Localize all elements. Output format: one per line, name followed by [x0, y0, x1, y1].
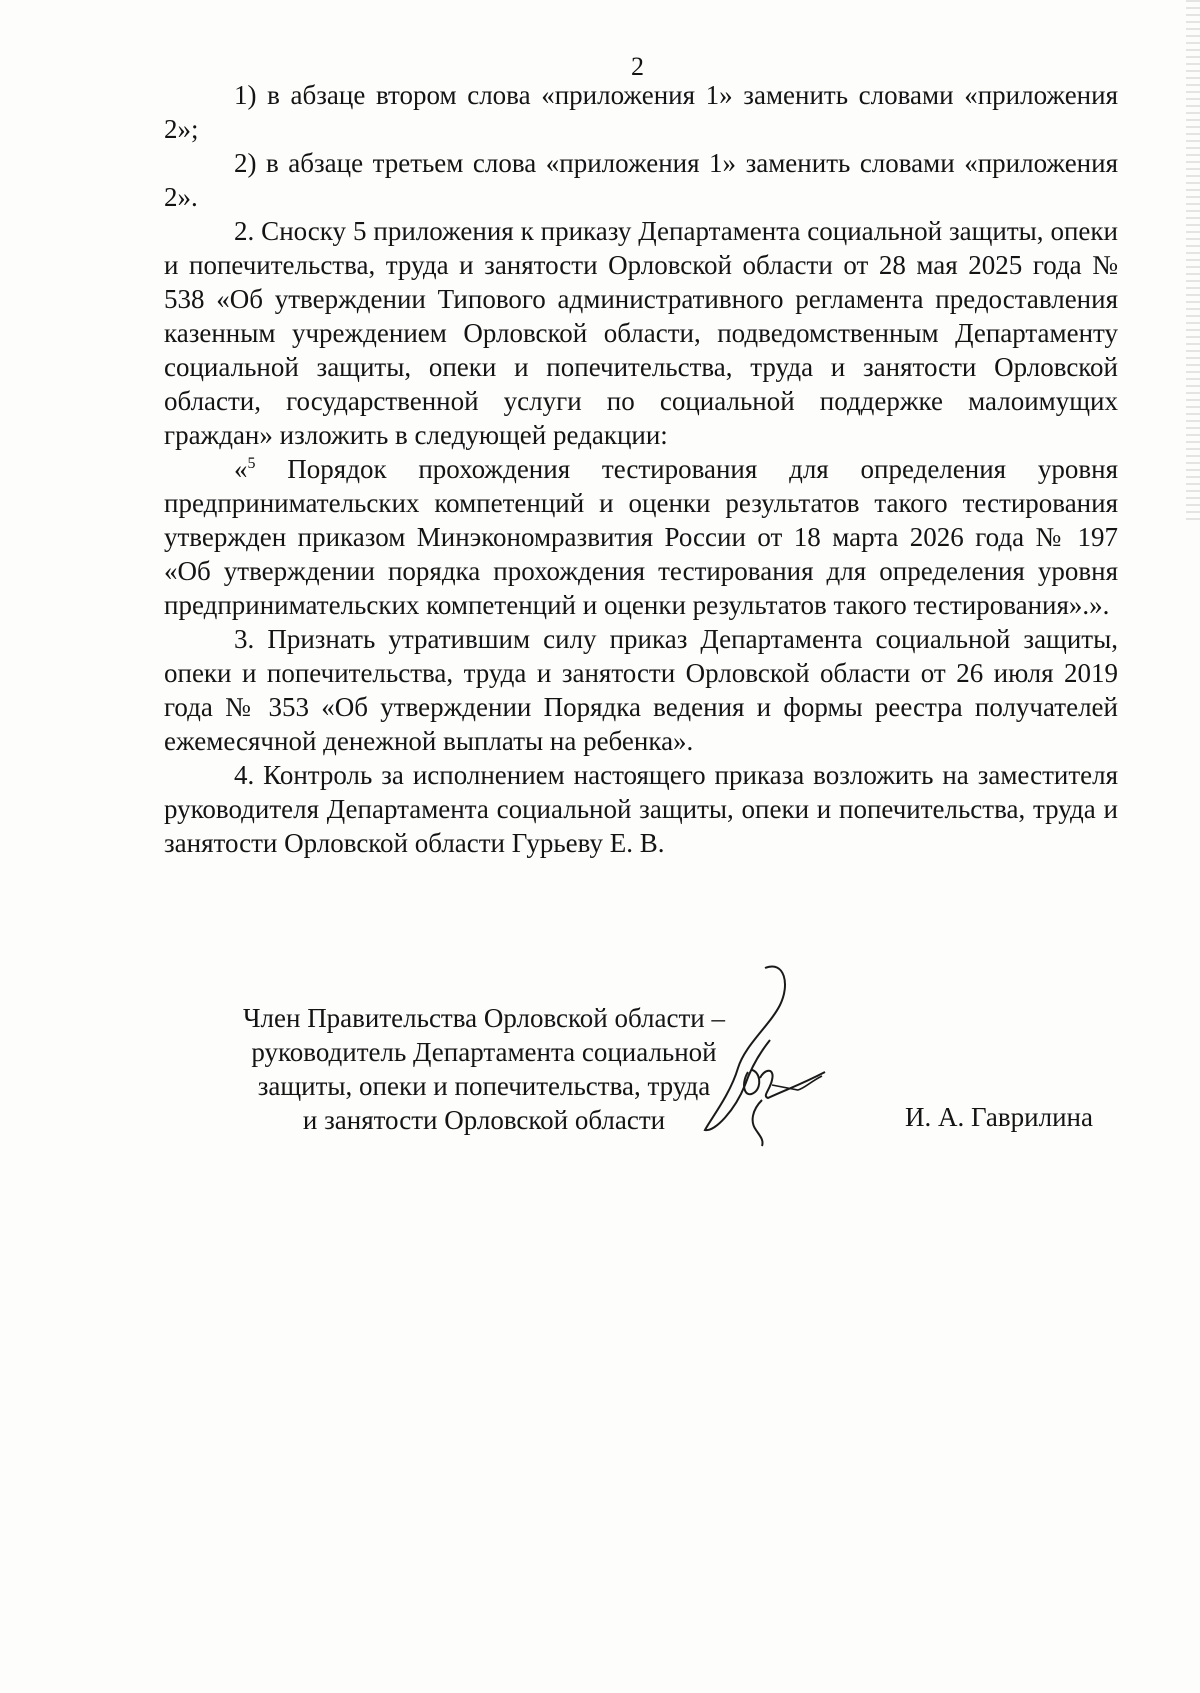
signature-block — [0, 990, 1200, 1190]
paragraph-5: 3. Признать утратившим силу приказ Департамента социальной защиты, опеки и попечительства, труда и занятости Орловской области от 26 июля 2019 года № 353 «Об утверждении Порядка ведения и формы реестра получателей ежемесячной денежной выплаты на ребенка». — [164, 624, 1118, 756]
paragraph-6: 4. Контроль за исполнением настоящего приказа возложить на заместителя руководителя Департамента социальной защиты, опеки и попечительства, труда и занятости Орловской области Гурьеву Е. В. — [164, 760, 1118, 858]
document-body — [164, 78, 1118, 860]
signatory-title-line-4: и занятости Орловской области — [302, 1105, 666, 1135]
paragraph-3: 2. Сноску 5 приложения к приказу Департамента социальной защиты, опеки и попечительства, труда и занятости Орловской области от 28 мая 2025 года № 538 «Об утверждении Типового административного регламента предоставления казенным учреждением Орловской области, подведомственным Департаменту социальной защиты, опеки и попечительства, труда и занятости Орловской области, государственной услуги по социальной поддержке малоимущих граждан» изложить в следующей редакции: — [164, 216, 1118, 450]
signatory-name: И. А. Гаврилина — [905, 1102, 1093, 1132]
footnote-marker: 5 — [247, 455, 256, 472]
signatory-title-line-3: защиты, опеки и попечительства, труда — [257, 1071, 711, 1101]
signatory-title-line-1: Член Правительства Орловской области – — [242, 1003, 725, 1033]
quote-open: « — [234, 454, 248, 484]
paragraph-4-text: Порядок прохождения тестирования для определения уровня предпринимательских компетенций и оценки результатов такого тестирования утвержден приказом Минэкономразвития России от 18 марта 2026 года № 197 «Об утверждении порядка прохождения тестирования для определения уровня предпринимательских компетенций и оценки результатов такого тестирования».». — [164, 454, 1118, 620]
signatory-title-line-2: руководитель Департамента социальной — [251, 1037, 717, 1067]
paragraph-2: 2) в абзаце третьем слова «приложения 1» заменить словами «приложения 2». — [164, 148, 1118, 212]
paragraph-4 — [164, 452, 1118, 622]
handwritten-signature — [690, 960, 840, 1160]
page-number: 2 — [631, 52, 644, 81]
paragraph-1: 1) в абзаце втором слова «приложения 1» заменить словами «приложения 2»; — [164, 80, 1118, 144]
